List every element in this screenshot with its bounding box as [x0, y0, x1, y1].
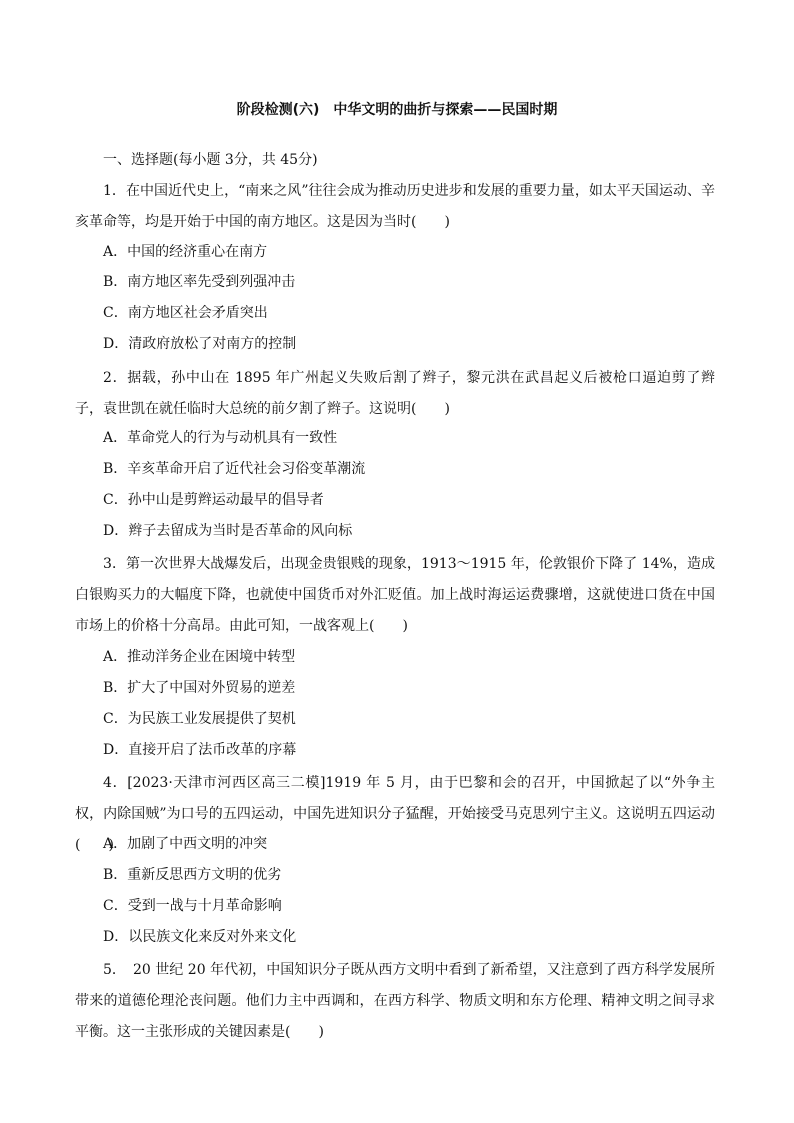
page-title: 阶段检测(六) 中华文明的曲折与探索——民国时期	[236, 102, 558, 118]
question-4-option-c: C．受到一战与十月革命影响	[103, 898, 282, 914]
question-stem	[75, 549, 715, 642]
question-1-option-d: D．清政府放松了对南方的控制	[103, 336, 297, 352]
question-3-option-b: B．扩大了中国对外贸易的逆差	[103, 680, 296, 696]
question-2-option-b: B．辛亥革命开启了近代社会习俗变革潮流	[103, 461, 366, 477]
question-3-option-d: D．直接开启了法币改革的序幕	[103, 742, 297, 758]
question-5-stem: 5． 20 世纪 20 年代初，中国知识分子既从西方文明中看到了新希望，又注意到了西方科学发展所带来的道德伦理沦丧问题。他们力主中西调和，在西方科学、物质文明和东方伦理、精神文明之间寻求平衡。这一主张形成的关键因素是( )	[75, 962, 715, 1040]
question-1-option-a: A．中国的经济重心在南方	[103, 244, 268, 260]
question-1-stem: 1．在中国近代史上，“南来之风”往往会成为推动历史进步和发展的重要力量，如太平天国运动、辛亥革命等，均是开始于中国的南方地区。这是因为当时( )	[75, 183, 715, 230]
question-stem	[75, 176, 715, 238]
question-2-option-d: D．辫子去留成为当时是否革命的风向标	[103, 523, 353, 539]
question-4-stem: 4．[2023·天津市河西区高三二模]1919 年 5 月，由于巴黎和会的召开，中国掀起了以“外争主权，内除国贼”为口号的五四运动，中国先进知识分子猛醒，开始接受马克思列宁主义。这说明五四运动( )	[75, 775, 715, 853]
question-4-option-d: D．以民族文化来反对外来文化	[103, 929, 297, 945]
question-1-option-c: C．南方地区社会矛盾突出	[103, 305, 268, 321]
question-3-stem: 3．第一次世界大战爆发后，出现金贵银贱的现象，1913～1915 年，伦敦银价下降了 14%，造成白银购买力的大幅度下降，也就使中国货币对外汇贬值。加上战时海运运费骤增，这就使进口货在中国市场上的价格十分高昂。由此可知，一战客观上( )	[75, 556, 715, 634]
question-stem	[75, 363, 715, 425]
question-2-option-a: A．革命党人的行为与动机具有一致性	[103, 430, 338, 446]
question-2-stem: 2．据载，孙中山在 1895 年广州起义失败后割了辫子，黎元洪在武昌起义后被枪口逼迫剪了辫子，袁世凯在就任临时大总统的前夕割了辫子。这说明( )	[75, 370, 715, 417]
question-4-option-a: A．加剧了中西文明的冲突	[103, 836, 268, 852]
question-1-option-b: B．南方地区率先受到列强冲击	[103, 274, 296, 290]
question-2-option-c: C．孙中山是剪辫运动最早的倡导者	[103, 492, 324, 508]
question-4-option-b: B．重新反思西方文明的优劣	[103, 867, 282, 883]
question-stem	[75, 955, 715, 1048]
question-3-option-a: A．推动洋务企业在困境中转型	[103, 649, 296, 665]
question-3-option-c: C．为民族工业发展提供了契机	[103, 711, 296, 727]
section-heading: 一、选择题(每小题 3分，共 45分)	[103, 152, 318, 168]
